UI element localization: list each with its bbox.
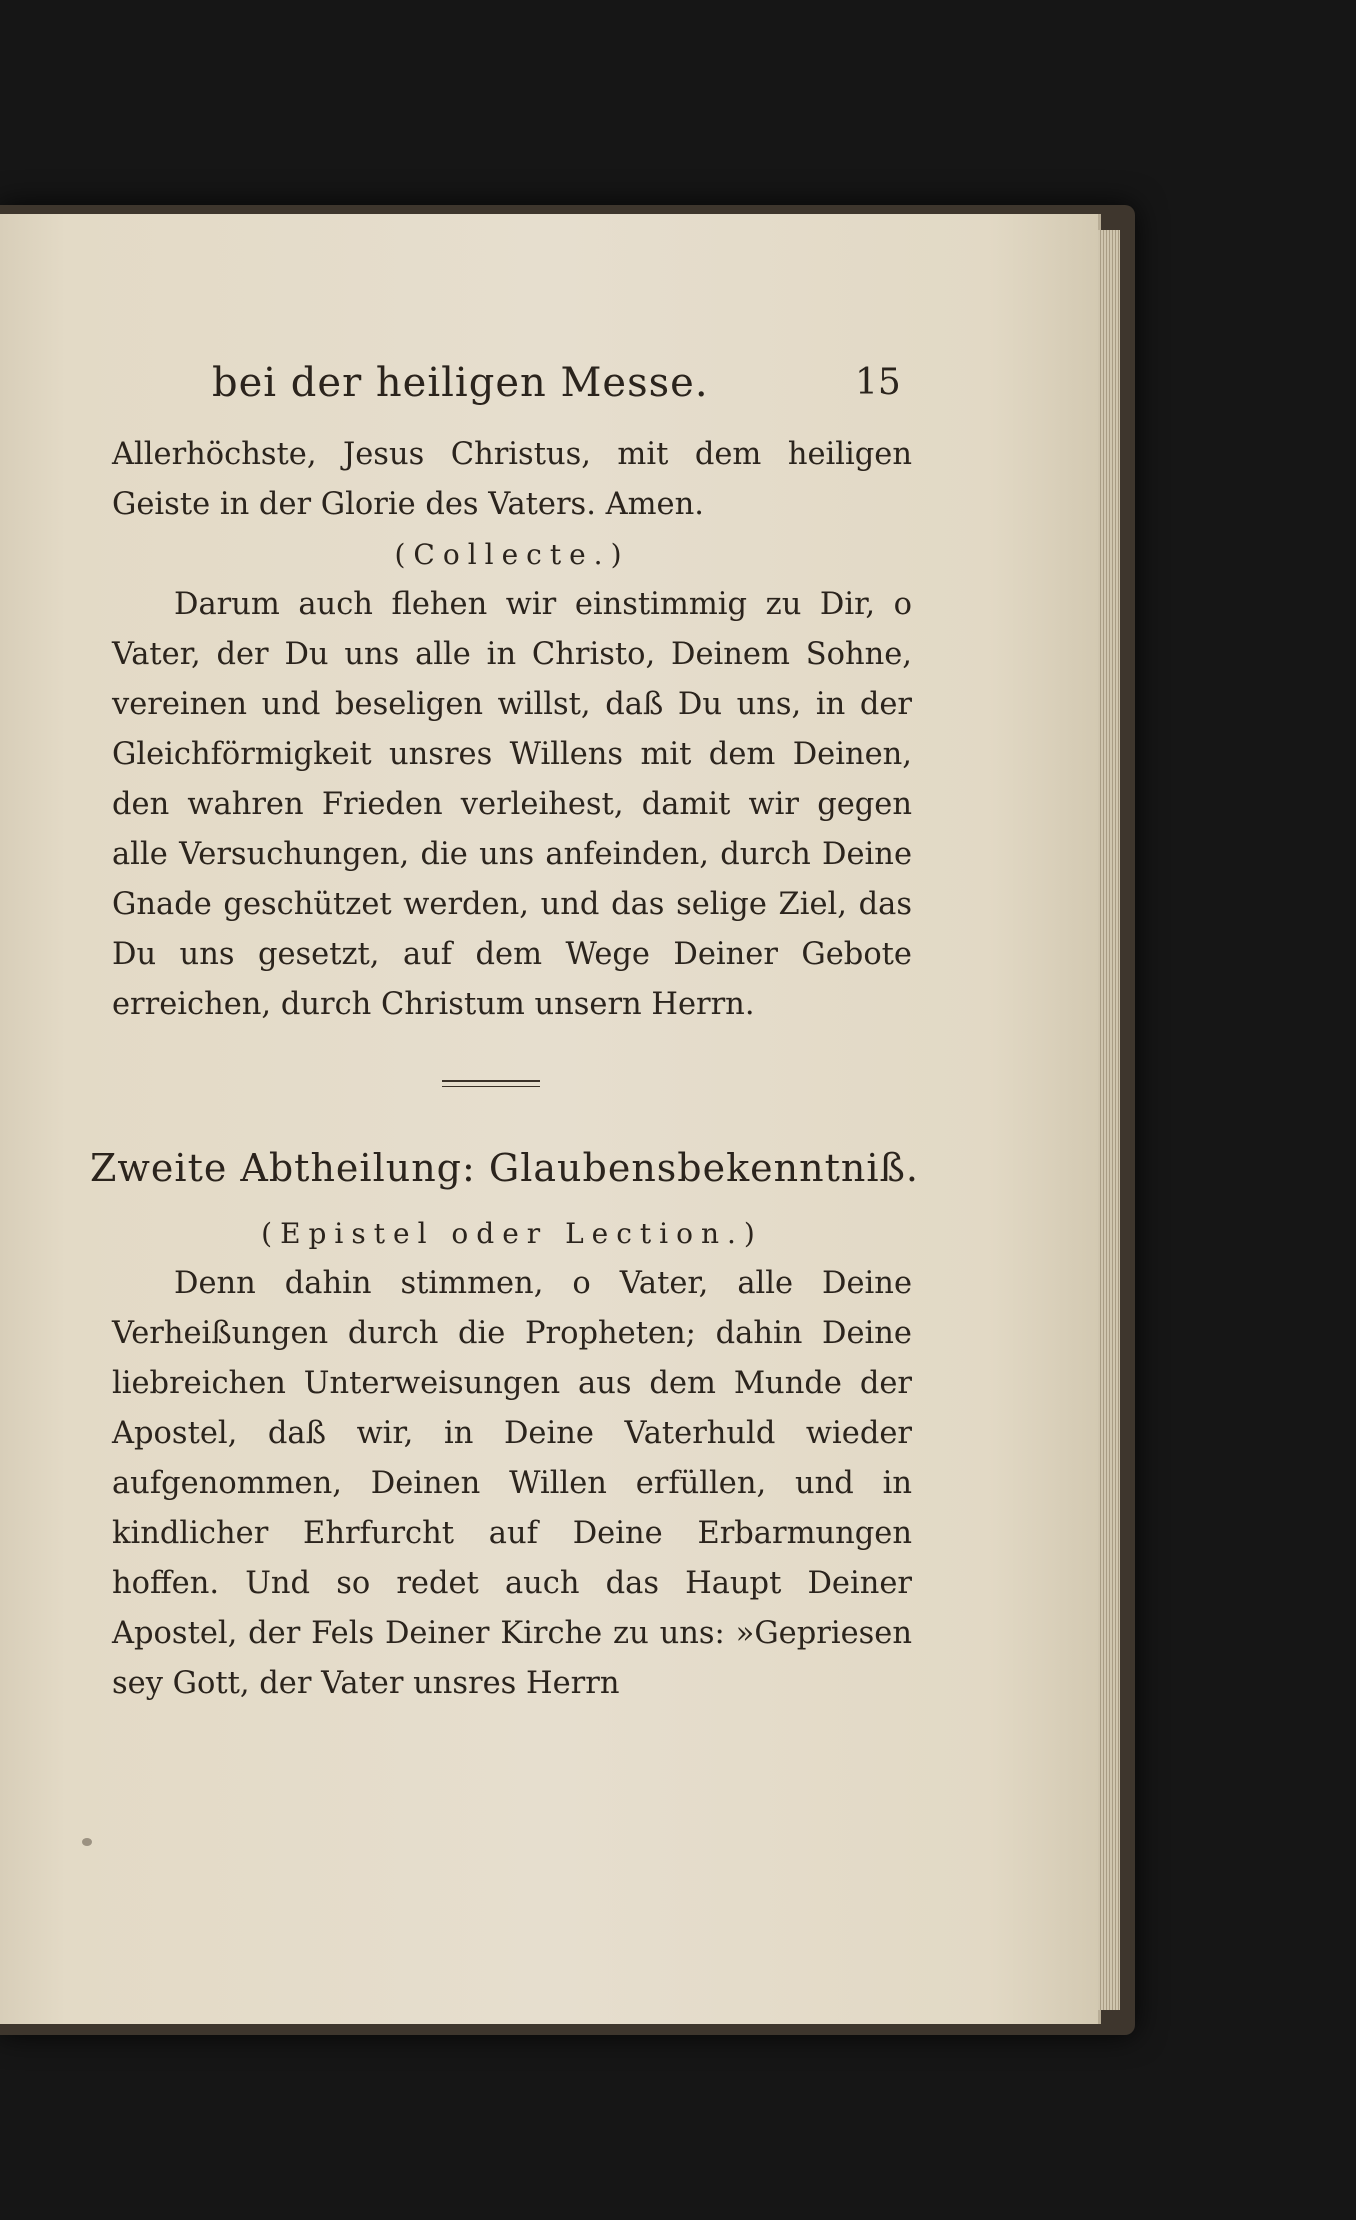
paragraph-1: Allerhöchste, Jesus Christus, mit dem heiligen Geiste in der Glorie des Vaters. Amen. [112, 437, 912, 522]
page-edges [1098, 230, 1120, 2010]
running-title: bei der heiligen Messe. [212, 360, 709, 406]
paragraph-3: Denn dahin stimmen, o Vater, alle Deine Verheißungen durch die Propheten; dahin Deine liebreichen Unterweisungen aus dem Munde der Apostel, daß wir, in Deine Vaterhuld wieder aufgenommen, Deinen Willen erfüllen, und in kindlicher Ehrfurcht auf Deine Erbarmungen hoffen. Und so redet auch das Haupt Deiner Apostel, der Fels Deiner Kirche zu uns: »Gepriesen sey Gott, der Vater unsres Herrn [112, 1266, 912, 1701]
paragraph-2: Darum auch flehen wir einstimmig zu Dir, o Vater, der Du uns alle in Christo, Deinem Sohne, vereinen und beseligen willst, daß Du uns, in der Gleichförmigkeit unsres Willens mit dem Deinen, den wahren Frieden verleihest, damit wir gegen alle Versuchungen, die uns anfeinden, durch Deine Gnade geschützet werden, und das selige Ziel, das Du uns gesetzt, auf dem Wege Deiner Gebote erreichen, durch Christum unsern Herrn. [112, 587, 912, 1022]
page-number: 15 [855, 362, 901, 403]
ink-stain [82, 1838, 92, 1846]
divider-rule [442, 1080, 540, 1087]
running-head [112, 360, 912, 430]
epistel-heading: (Epistel oder Lection.) [261, 1217, 763, 1250]
page-content [90, 360, 919, 1709]
collecte-heading: (Collecte.) [394, 538, 630, 571]
section-heading: Zweite Abtheilung: Glaubensbekenntniß. [90, 1146, 919, 1190]
